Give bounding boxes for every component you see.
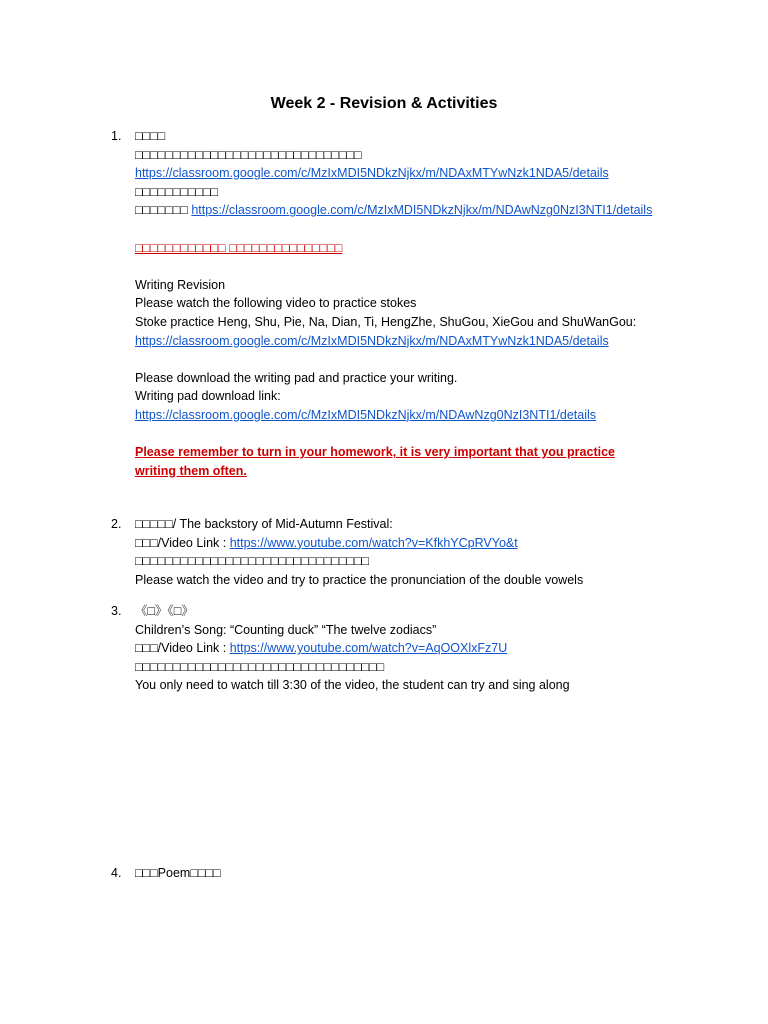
text-line: □□□□□□□□□□□□□□□□□□□□□□□□□□□□□□: [135, 147, 362, 162]
list-item-body: [135, 602, 728, 695]
text-line: □□□□□□□□□□□□□□□□□□□□□□□□□□□□□□□: [135, 554, 370, 569]
list-item-body: [135, 864, 728, 883]
text-line-label: □□□/Video Link :: [135, 535, 230, 550]
list-item-body: [135, 127, 728, 480]
homework-warning: Please remember to turn in your homework, it is very important that you practice writing them often.: [135, 445, 615, 478]
spacer: [135, 257, 728, 276]
page-title: Week 2 - Revision & Activities: [270, 95, 498, 112]
spacer: [135, 350, 728, 369]
spacer: [135, 425, 728, 444]
text-line: □□□□□□□□□□□: [135, 184, 219, 199]
spacer: [135, 220, 728, 239]
text-line: Please watch the video and try to practice the pronunciation of the double vowels: [135, 572, 584, 587]
stroke-video-link[interactable]: https://classroom.google.com/c/MzIxMDI5NDkzNjkx/m/NDAxMTYwNzk1NDA5/details: [135, 166, 609, 181]
list-number: 1.: [111, 129, 122, 143]
text-line: Please watch the following video to practice stokes: [135, 296, 417, 311]
text-line: Stoke practice Heng, Shu, Pie, Na, Dian, Ti, HengZhe, ShuGou, XieGou and ShuWanGou:: [135, 314, 637, 329]
text-line: You only need to watch till 3:30 of the video, the student can try and sing along: [135, 678, 570, 693]
text-line-label: □□□/Video Link :: [135, 641, 230, 656]
text-line: 《□》《□》: [135, 604, 194, 618]
text-line: Writing pad download link:: [135, 389, 281, 404]
writing-pad-download-link[interactable]: https://classroom.google.com/c/MzIxMDI5NDkzNjkx/m/NDAwNzg0NzI3NTI1/details: [135, 407, 597, 422]
text-line: □□□Poem□□□□: [135, 866, 221, 880]
link-line: [135, 406, 728, 425]
text-line: □□□□: [135, 129, 166, 143]
list-number: 2.: [111, 517, 122, 531]
text-line: □□□□□/ The backstory of Mid-Autumn Festival:: [135, 517, 393, 531]
list-item-body: [135, 515, 728, 589]
text-line: Writing Revision: [135, 277, 226, 292]
text-line-label: □□□□□□□: [135, 203, 192, 218]
homework-warning-cn: □□□□□□□□□□□□ □□□□□□□□□□□□□□□: [135, 240, 343, 255]
text-line: Children’s Song: “Counting duck” “The twelve zodiacs”: [135, 622, 437, 637]
list-number: 4.: [111, 866, 122, 880]
link-line: [135, 164, 728, 183]
text-with-link-line: [135, 639, 728, 658]
stroke-practice-link[interactable]: https://classroom.google.com/c/MzIxMDI5NDkzNjkx/m/NDAxMTYwNzk1NDA5/details: [135, 333, 609, 348]
childrens-song-video-link[interactable]: https://www.youtube.com/watch?v=AqOOXlxFz7U: [229, 641, 508, 656]
list-number: 3.: [111, 604, 122, 618]
text-line: Please download the writing pad and practice your writing.: [135, 370, 458, 385]
writing-pad-link[interactable]: https://classroom.google.com/c/MzIxMDI5NDkzNjkx/m/NDAwNzg0NzI3NTI1/details: [191, 203, 653, 218]
text-with-link-line: [135, 201, 728, 220]
mid-autumn-video-link[interactable]: https://www.youtube.com/watch?v=KfkhYCpRVYo&t: [229, 535, 518, 550]
text-with-link-line: [135, 534, 728, 553]
text-line: □□□□□□□□□□□□□□□□□□□□□□□□□□□□□□□□□: [135, 659, 385, 674]
link-line: [135, 332, 728, 351]
